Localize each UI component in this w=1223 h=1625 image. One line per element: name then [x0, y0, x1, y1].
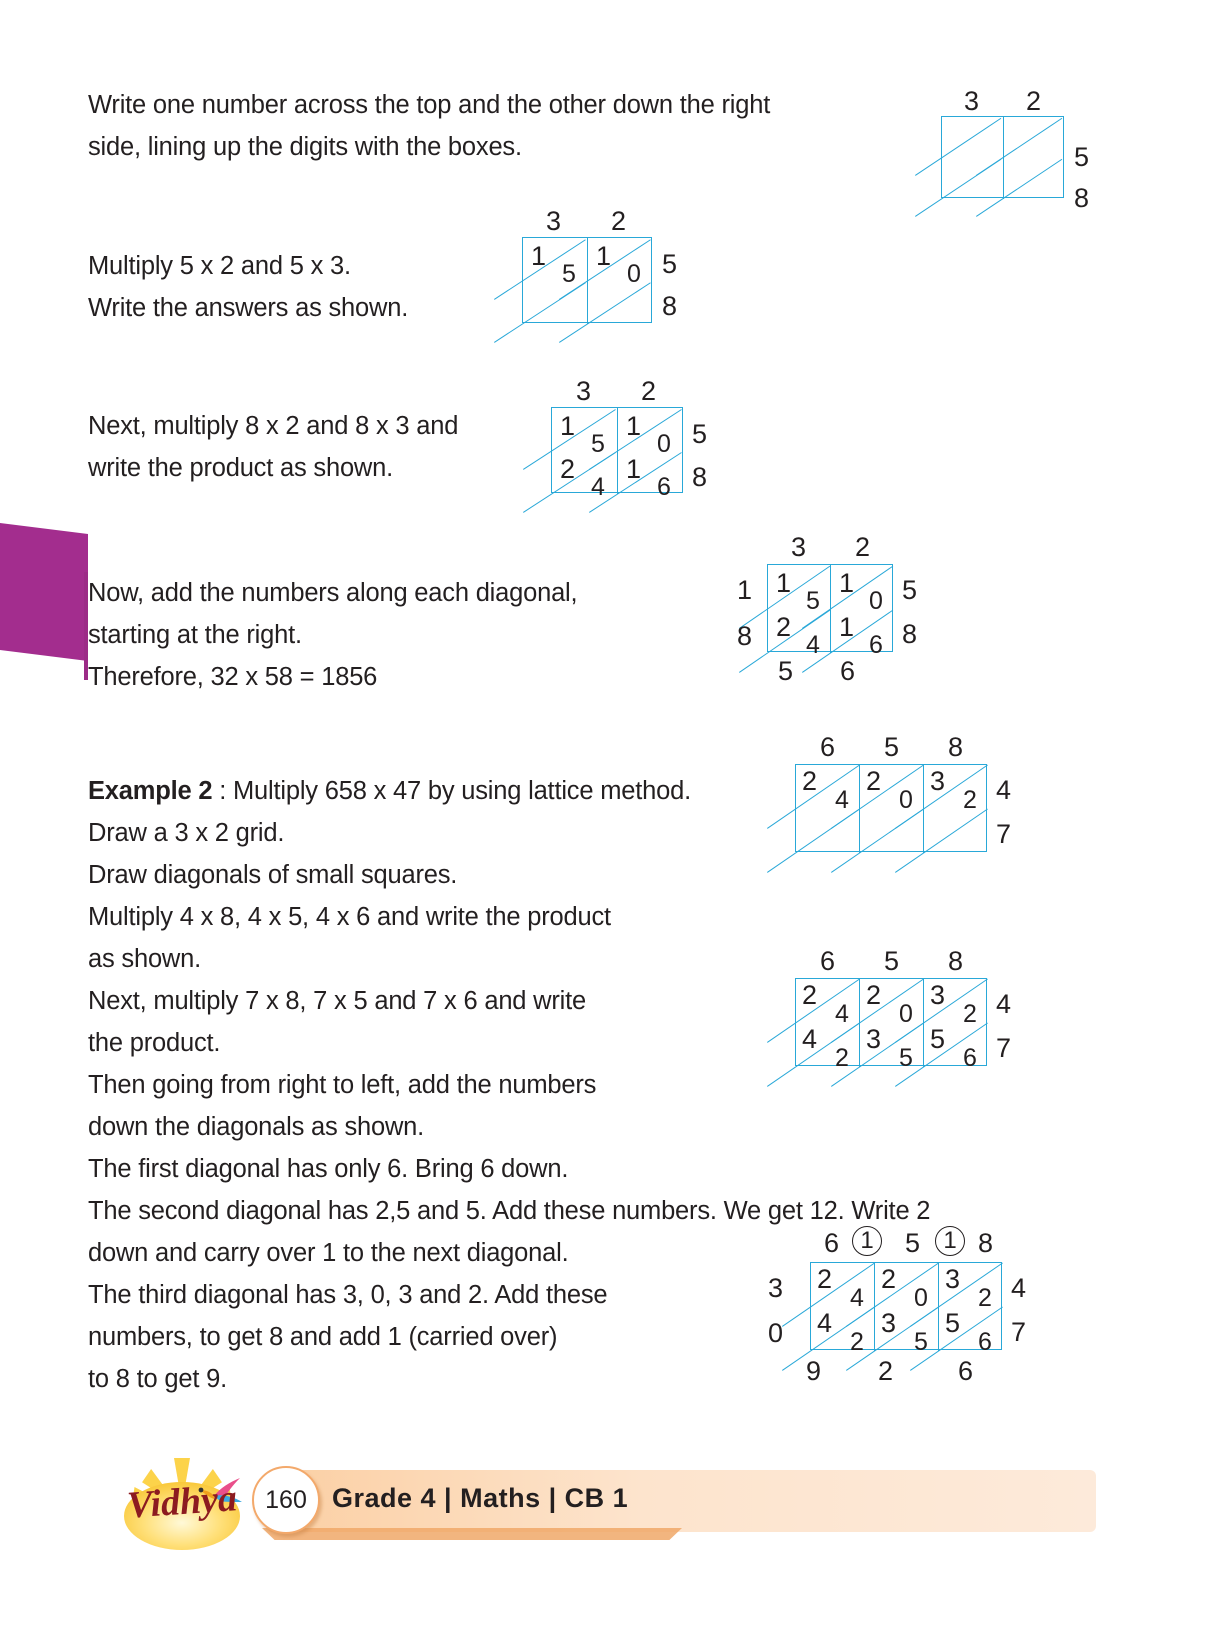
lattice-cell-ones: 5 — [899, 1044, 913, 1072]
lattice-cell-tens: 1 — [596, 241, 612, 271]
lattice-cell-ones: 5 — [591, 430, 605, 458]
lattice-cell-tens: 2 — [776, 612, 792, 642]
lattice-right-label: 7 — [996, 1033, 1012, 1063]
lattice-cell-tens: 5 — [930, 1024, 946, 1054]
lattice-cell-tens: 2 — [881, 1264, 897, 1294]
lattice-cell-ones: 5 — [914, 1328, 928, 1356]
lattice-right-label: 8 — [662, 291, 678, 321]
example2-label: Example 2 — [88, 777, 213, 805]
lattice-right-label: 7 — [1011, 1317, 1027, 1347]
lattice-right-label: 5 — [692, 419, 708, 449]
lattice-cell-tens: 1 — [839, 612, 855, 642]
lattice-top-label: 8 — [948, 732, 964, 762]
page-number-badge: 160 — [252, 1466, 320, 1534]
example2-line-13: numbers, to get 8 and add 1 (carried over) — [88, 1323, 558, 1351]
lattice-cell-tens: 2 — [866, 980, 882, 1010]
left-edge-tab — [0, 523, 88, 661]
step2-line-1: Multiply 5 x 2 and 5 x 3. — [88, 252, 351, 280]
lattice-cell-ones: 0 — [869, 587, 883, 615]
lattice-cell — [924, 809, 988, 853]
lattice-cell-ones: 6 — [869, 631, 883, 659]
example2-line-3: Multiply 4 x 8, 4 x 5, 4 x 6 and write the product — [88, 903, 611, 931]
vidhya-logo — [92, 1442, 272, 1562]
example2-line-1: Draw a 3 x 2 grid. — [88, 819, 285, 847]
example2-line-8: down the diagonals as shown. — [88, 1113, 425, 1141]
lattice-cell-ones: 4 — [835, 1000, 849, 1028]
lattice-top-label: 2 — [611, 206, 627, 236]
lattice-top-label: 3 — [791, 532, 807, 562]
lattice-bottom-answer: 6 — [840, 656, 856, 686]
lattice-cell-ones: 6 — [978, 1328, 992, 1356]
lattice-cell — [942, 117, 1004, 158]
lattice-cell-ones: 0 — [899, 786, 913, 814]
step4-line-2: starting at the right. — [88, 621, 302, 649]
example2-line-10: The second diagonal has 2,5 and 5. Add these numbers. We get 12. Write 2 — [88, 1197, 931, 1225]
lattice-cell-ones: 2 — [963, 1000, 977, 1028]
lattice-right-label: 4 — [1011, 1273, 1027, 1303]
lattice-cell-tens: 1 — [776, 568, 792, 598]
step3-line-2: write the product as shown. — [88, 454, 394, 482]
lattice-cell — [796, 809, 860, 853]
lattice-top-label: 8 — [948, 946, 964, 976]
example2-line-7: Then going from right to left, add the numbers — [88, 1071, 597, 1099]
lattice-7-grid — [810, 1262, 1002, 1350]
lattice-cell-ones: 6 — [963, 1044, 977, 1072]
step2-line-2: Write the answers as shown. — [88, 294, 409, 322]
lattice-left-answer: 0 — [768, 1318, 784, 1348]
lattice-cell-tens: 3 — [881, 1308, 897, 1338]
lattice-cell-ones: 4 — [591, 473, 605, 501]
example2-line-11: down and carry over 1 to the next diagonal. — [88, 1239, 569, 1267]
footer-bar-shadow — [262, 1528, 682, 1540]
lattice-cell-ones: 0 — [627, 260, 641, 288]
lattice-cell-ones: 4 — [806, 631, 820, 659]
lattice-cell-tens: 4 — [817, 1308, 833, 1338]
example2-line-2: Draw diagonals of small squares. — [88, 861, 458, 889]
lattice-cell-tens: 2 — [802, 980, 818, 1010]
carry-over-1: 1 — [852, 1226, 882, 1256]
lattice-cell-ones: 5 — [806, 587, 820, 615]
lattice-cell-ones: 0 — [914, 1284, 928, 1312]
lattice-top-label: 2 — [855, 532, 871, 562]
step2-text — [88, 245, 488, 329]
lattice-cell-tens: 2 — [817, 1264, 833, 1294]
lattice-top-label: 6 — [820, 946, 836, 976]
lattice-cell-tens: 3 — [945, 1264, 961, 1294]
footer-label: Grade 4 | Maths | CB 1 — [332, 1483, 629, 1513]
example2-line-4: as shown. — [88, 945, 202, 973]
lattice-right-label: 5 — [1074, 142, 1090, 172]
lattice-top-label: 2 — [1026, 86, 1042, 116]
lattice-cell — [860, 809, 924, 853]
step3-text — [88, 405, 518, 489]
step1-line-2: side, lining up the digits with the boxes. — [88, 133, 522, 161]
lattice-top-label: 5 — [884, 946, 900, 976]
lattice-cell-tens: 1 — [626, 411, 642, 441]
example2-line-14: to 8 to get 9. — [88, 1365, 227, 1393]
lattice-cell-ones: 0 — [899, 1000, 913, 1028]
example2-line-6: the product. — [88, 1029, 221, 1057]
lattice-cell-ones: 2 — [963, 786, 977, 814]
lattice-cell-tens: 2 — [866, 766, 882, 796]
lattice-top-label: 5 — [884, 732, 900, 762]
lattice-top-label: 3 — [546, 206, 562, 236]
lattice-cell-tens: 5 — [945, 1308, 961, 1338]
lattice-cell-tens: 2 — [802, 766, 818, 796]
lattice-cell-ones: 2 — [850, 1328, 864, 1356]
lattice-cell-ones: 5 — [562, 260, 576, 288]
lattice-right-label: 4 — [996, 775, 1012, 805]
lattice-cell-tens: 1 — [839, 568, 855, 598]
lattice-cell-tens: 4 — [802, 1024, 818, 1054]
lattice-top-label: 6 — [824, 1228, 840, 1258]
lattice-top-label: 6 — [820, 732, 836, 762]
lattice-cell — [588, 281, 653, 324]
lattice-top-label: 5 — [905, 1228, 921, 1258]
lattice-left-answer: 8 — [737, 621, 753, 651]
lattice-bottom-answer: 6 — [958, 1356, 974, 1386]
lattice-right-label: 8 — [1074, 183, 1090, 213]
lattice-top-label: 8 — [978, 1228, 994, 1258]
lattice-cell-ones: 2 — [978, 1284, 992, 1312]
lattice-cell-tens: 2 — [560, 454, 576, 484]
step4-line-1: Now, add the numbers along each diagonal, — [88, 579, 578, 607]
lattice-left-answer: 1 — [737, 575, 753, 605]
lattice-cell-ones: 0 — [657, 430, 671, 458]
lattice-cell-ones: 4 — [835, 786, 849, 814]
lattice-right-label: 8 — [902, 619, 918, 649]
lattice-right-label: 7 — [996, 819, 1012, 849]
lattice-top-label: 3 — [964, 86, 980, 116]
lattice-6-grid — [795, 978, 987, 1066]
lattice-cell-ones: 6 — [657, 473, 671, 501]
lattice-cell — [1004, 158, 1066, 199]
lattice-cell-tens: 3 — [930, 766, 946, 796]
lattice-right-label: 5 — [662, 249, 678, 279]
lattice-left-answer: 3 — [768, 1273, 784, 1303]
example2-line-5: Next, multiply 7 x 8, 7 x 5 and 7 x 6 and write — [88, 987, 587, 1015]
example2-line-9: The first diagonal has only 6. Bring 6 down. — [88, 1155, 569, 1183]
lattice-cell-ones: 2 — [835, 1044, 849, 1072]
step4-text — [88, 572, 728, 698]
lattice-cell-tens: 1 — [560, 411, 576, 441]
lattice-cell — [1004, 117, 1066, 158]
lattice-cell-tens: 3 — [866, 1024, 882, 1054]
lattice-bottom-answer: 2 — [878, 1356, 894, 1386]
step3-line-1: Next, multiply 8 x 2 and 8 x 3 and — [88, 412, 459, 440]
example2-intro: : Multiply 658 x 47 by using lattice method. — [212, 777, 691, 805]
step1-line-1: Write one number across the top and the other down the right — [88, 91, 771, 119]
lattice-bottom-answer: 5 — [778, 656, 794, 686]
carry-over-2: 1 — [935, 1226, 965, 1256]
lattice-cell-tens: 3 — [930, 980, 946, 1010]
lattice-right-label: 4 — [996, 989, 1012, 1019]
lattice-cell-tens: 1 — [531, 241, 547, 271]
lattice-right-label: 5 — [902, 575, 918, 605]
lattice-1-grid — [941, 116, 1064, 198]
lattice-cell — [523, 281, 588, 324]
lattice-cell-tens: 1 — [626, 454, 642, 484]
lattice-bottom-answer: 9 — [806, 1356, 822, 1386]
lattice-right-label: 8 — [692, 462, 708, 492]
lattice-top-label: 2 — [641, 376, 657, 406]
lattice-5-grid — [795, 764, 987, 852]
example2-line-12: The third diagonal has 3, 0, 3 and 2. Add these — [88, 1281, 608, 1309]
logo-wordmark: Vidhya — [125, 1477, 239, 1527]
lattice-cell — [942, 158, 1004, 199]
step4-line-3: Therefore, 32 x 58 = 1856 — [88, 663, 378, 691]
lattice-top-label: 3 — [576, 376, 592, 406]
step1-text — [88, 84, 918, 168]
lattice-cell-ones: 4 — [850, 1284, 864, 1312]
